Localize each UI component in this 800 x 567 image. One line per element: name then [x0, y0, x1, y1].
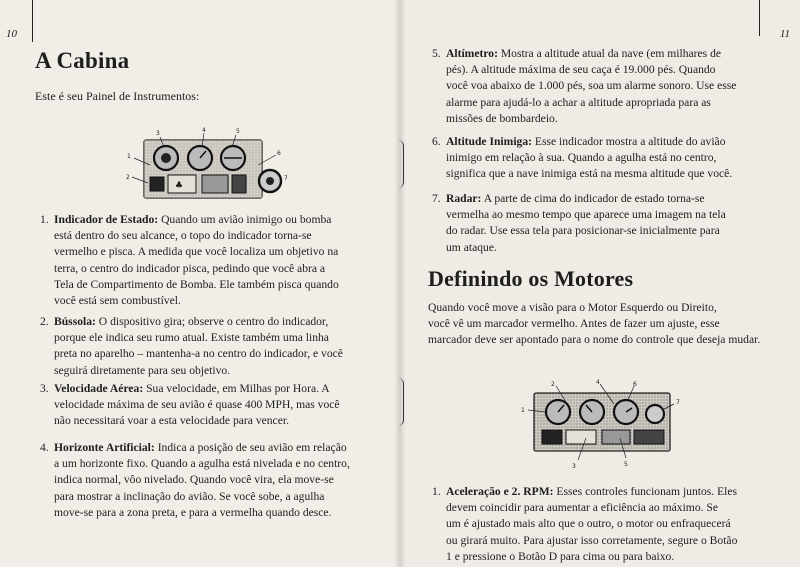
page-title: A Cabina: [35, 48, 130, 73]
item-line: inimigo em relação à sua. Quando a agulha está no centro,: [446, 151, 717, 165]
item-artificial-horizon: [40, 440, 384, 521]
section-title: Definindo os Motores: [428, 266, 634, 291]
item-number: 3.: [40, 382, 49, 395]
intro-line: Quando você move a visão para o Motor Esquerdo ou Direito,: [428, 301, 717, 314]
item-line: você voa abaixo de 1.000 pés, soa um alarme sonoro. Use esse: [446, 79, 737, 93]
item-line: um é ajustado mais alto que o outro, o motor ou enfraquecerá: [446, 517, 731, 531]
engine-panel-figure: [516, 378, 696, 470]
item-line: alarme para ajudá-lo a achar a altitude apropriada para as: [446, 95, 711, 109]
item-line: O dispositivo gira; observe o centro do indicador,: [98, 315, 329, 328]
item-throttle-rpm: [432, 484, 786, 565]
item-line: preta no aparelho – mantenha-a no centro do indicador, e você: [54, 347, 343, 361]
item-heading: Bússola:: [54, 315, 96, 328]
item-line: Quando um avião inimigo ou bomba: [161, 213, 332, 226]
item-line: Esses controles funcionam juntos. Eles: [556, 485, 738, 498]
item-line: vermelho e pisca. A medida que você localiza um objetivo na: [54, 245, 339, 259]
item-heading: Indicador de Estado:: [54, 213, 159, 226]
item-enemy-altitude: [432, 134, 776, 183]
engine-gauge-small: [646, 405, 664, 423]
callout-6: 6: [633, 381, 637, 388]
item-number: 7.: [432, 192, 441, 205]
item-compass: [40, 314, 384, 379]
item-line: um ataque.: [446, 240, 497, 254]
item-heading: Radar:: [446, 192, 482, 205]
corner-rule: [759, 0, 760, 36]
item-number: 6.: [432, 135, 441, 148]
item-line: está dentro do seu alcance, o topo do indicador torna-se: [54, 229, 312, 243]
item-status-indicator: [40, 212, 384, 309]
item-line: Esse indicador mostra a altitude do avião: [534, 135, 726, 148]
item-line: para mostrar a inclinação do avião. Se você sobe, a agulha: [54, 489, 325, 503]
item-altimeter: [432, 46, 776, 127]
item-line: você está sem combustível.: [54, 294, 181, 308]
item-heading: Altímetro:: [446, 47, 498, 60]
item-line: pés). A altitude máxima de seu caça é 19.000 pés. Quando: [446, 63, 716, 77]
callout-3: 3: [156, 130, 160, 137]
item-line: significa que a nave inimiga está na mesma altitude que você.: [446, 167, 733, 181]
item-line: ou girará muito. Para ajustar isso corretamente, segure o Botão: [446, 533, 738, 547]
staple-bottom: [397, 378, 404, 426]
item-heading: Horizonte Artificial:: [54, 441, 155, 454]
compass-gauge: [150, 177, 164, 191]
callout-1: 1: [127, 153, 131, 160]
intro-text: Este é seu Painel de Instrumentos:: [35, 89, 200, 103]
section-intro: [428, 300, 788, 349]
item-heading: Altitude Inimiga:: [446, 135, 532, 148]
callout-5: 5: [624, 461, 628, 468]
item-line: terra, o centro do indicador pisca, pedindo que você abra a: [54, 261, 326, 275]
item-line: Indica a posição de seu avião em relação: [157, 441, 347, 454]
callout-3: 3: [572, 463, 576, 470]
item-number: 4.: [40, 441, 49, 454]
page-number: 11: [779, 28, 790, 40]
callout-7: 7: [676, 399, 680, 406]
svg-text:♣: ♣: [175, 181, 184, 191]
intro-line: você vê um marcador vermelho. Antes de fazer um ajuste, esse: [428, 317, 720, 331]
callout-5: 5: [236, 128, 240, 135]
item-radar: [432, 191, 776, 256]
item-line: vermelha ao mesmo tempo que aparece uma imagem na tela: [446, 208, 726, 222]
callout-2: 2: [551, 381, 555, 388]
item-line: seguirá diretamente para seu objetivo.: [54, 363, 231, 377]
item-number: 1.: [432, 485, 441, 498]
item-line: Tela de Compartimento de Bomba. Ele também pisca quando: [54, 277, 339, 291]
item-line: 1 e pressione o Botão D para cima ou para baixo.: [446, 549, 675, 563]
item-line: move-se para a zona preta, e para a vermelha quando desce.: [54, 505, 332, 519]
callout-4: 4: [202, 127, 206, 134]
binding-gutter: [394, 0, 406, 567]
item-heading: Aceleração e 2. RPM:: [446, 485, 554, 498]
item-line: Mostra a altitude atual da nave (em milhares de: [500, 47, 722, 60]
item-line: a um horizonte fixo. Quando a agulha está nivelada e no centro,: [54, 457, 350, 471]
callout-6: 6: [277, 150, 281, 157]
callout-7: 7: [284, 175, 288, 182]
item-airspeed: [40, 381, 384, 430]
instrument-panel-figure: [120, 125, 295, 205]
item-line: velocidade máxima de seu avião é quase 400 MPH, mas você: [54, 398, 340, 412]
intro-line: marcador deve ser apontado para o nome do controle que deseja mudar.: [428, 333, 761, 347]
page-number: 10: [6, 28, 17, 40]
item-number: 1.: [40, 213, 49, 226]
item-heading: Velocidade Aérea:: [54, 382, 144, 395]
callout-1: 1: [521, 407, 525, 414]
item-line: A parte de cima do indicador de estado torna-se: [483, 192, 705, 205]
callout-4: 4: [596, 379, 600, 386]
item-number: 2.: [40, 315, 49, 328]
right-page: [400, 0, 800, 567]
item-line: Sua velocidade, em Milhas por Hora. A: [146, 382, 330, 395]
corner-rule: [32, 0, 33, 42]
item-line: do radar. Use essa tela para posicionar-se inicialmente para: [446, 224, 720, 238]
callout-2: 2: [126, 174, 130, 181]
item-line: porque ele indica seu rumo atual. Existe também uma linha: [54, 331, 329, 345]
item-line: missões de bombardeio.: [446, 111, 558, 125]
staple-top: [397, 140, 404, 188]
item-line: devem coincidir para aumentar a eficiência ao máximo. Se: [446, 501, 719, 515]
item-line: indica normal, vôo nivelado. Quando você vira, ela move-se: [54, 473, 334, 487]
item-line: não necessitará voar a esta velocidade para vencer.: [54, 414, 289, 428]
item-number: 5.: [432, 47, 441, 60]
